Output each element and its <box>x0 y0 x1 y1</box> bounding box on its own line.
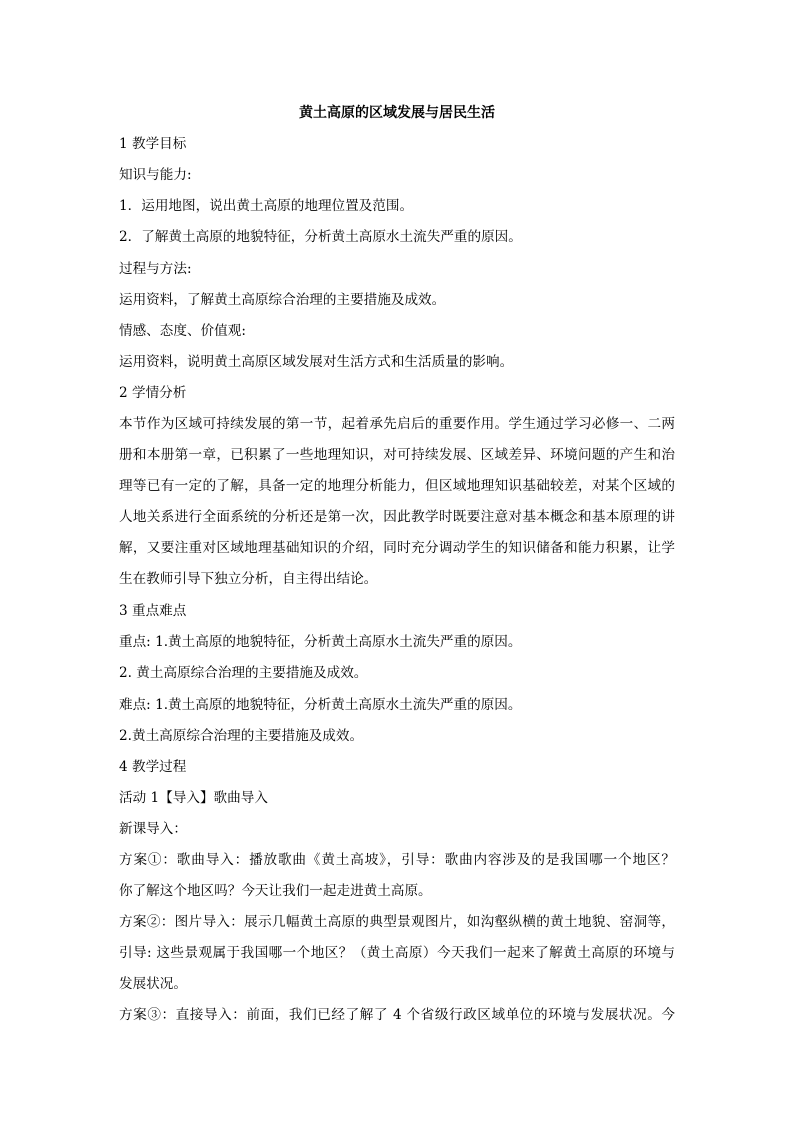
plan-2 <box>119 907 675 1000</box>
plan-line: 方案②：图片导入：展示几幅黄土高原的典型景观图片，如沟壑纵横的黄土地貌、窑洞等， <box>119 914 675 930</box>
keypoint-line: 难点: 1.黄土高原的地貌特征，分析黄土高原水土流失严重的原因。 <box>119 697 522 713</box>
section-heading-objectives: 1 教学目标 <box>119 136 187 152</box>
paragraph-line: 人地关系进行全面系统的分析还是第一次，因此教学时既要注意对基本概念和基本原理的讲 <box>119 509 675 525</box>
paragraph-line: 理等已有一定的了解，具备一定的地理分析能力，但区域地理知识基础较差，对某个区域的 <box>119 478 675 494</box>
activity-title: 活动 1【导入】歌曲导入 <box>119 790 268 806</box>
objective-item: 1．运用地图，说出黄土高原的地理位置及范围。 <box>119 198 414 214</box>
plan-line: 方案③：直接导入：前面，我们已经了解了 4 个省级行政区域单位的环境与发展状况。今 <box>119 1007 675 1023</box>
keypoint-line: 2.黄土高原综合治理的主要措施及成效。 <box>119 728 364 744</box>
paragraph-line: 册和本册第一章，已积累了一些地理知识，对可持续发展、区域差异、环境问题的产生和治 <box>119 447 675 463</box>
analysis-paragraph <box>119 409 675 595</box>
plan-1 <box>119 845 675 907</box>
objective-item: 运用资料，说明黄土高原区域发展对生活方式和生活质量的影响。 <box>119 354 514 370</box>
plan-line: 方案①：歌曲导入：播放歌曲《黄土高坡》，引导：歌曲内容涉及的是我国哪一个地区？ <box>119 852 675 868</box>
subheading-process: 过程与方法: <box>119 261 192 277</box>
subheading-knowledge: 知识与能力: <box>119 167 192 183</box>
objective-item: 2．了解黄土高原的地貌特征，分析黄土高原水土流失严重的原因。 <box>119 229 522 245</box>
plan-3 <box>119 1000 675 1031</box>
section-heading-keypoints: 3 重点难点 <box>119 603 187 619</box>
subheading-emotion: 情感、态度、价值观: <box>119 323 246 339</box>
section-heading-process: 4 教学过程 <box>119 759 187 775</box>
section-heading-analysis: 2 学情分析 <box>119 385 187 401</box>
paragraph-line: 解，又要注重对区域地理基础知识的介绍，同时充分调动学生的知识储备和能力积累，让学 <box>119 540 675 556</box>
plan-line: 发展状况。 <box>119 976 187 992</box>
paragraph-line: 本节作为区域可持续发展的第一节，起着承先启后的重要作用。学生通过学习必修一、二两 <box>119 416 675 432</box>
document-title: 黄土高原的区域发展与居民生活 <box>299 105 495 121</box>
keypoint-line: 2. 黄土高原综合治理的主要措施及成效。 <box>119 665 368 681</box>
plan-line: 引导: 这些景观属于我国哪一个地区？（黄土高原）今天我们一起来了解黄土高原的环境与 <box>119 945 675 961</box>
objective-item: 运用资料，了解黄土高原综合治理的主要措施及成效。 <box>119 292 446 308</box>
paragraph-line: 生在教师引导下独立分析，自主得出结论。 <box>119 571 378 587</box>
keypoint-line: 重点: 1.黄土高原的地貌特征，分析黄土高原水土流失严重的原因。 <box>119 634 522 650</box>
intro-label: 新课导入： <box>119 821 187 837</box>
plan-line: 你了解这个地区吗？今天让我们一起走进黄土高原。 <box>119 883 432 899</box>
